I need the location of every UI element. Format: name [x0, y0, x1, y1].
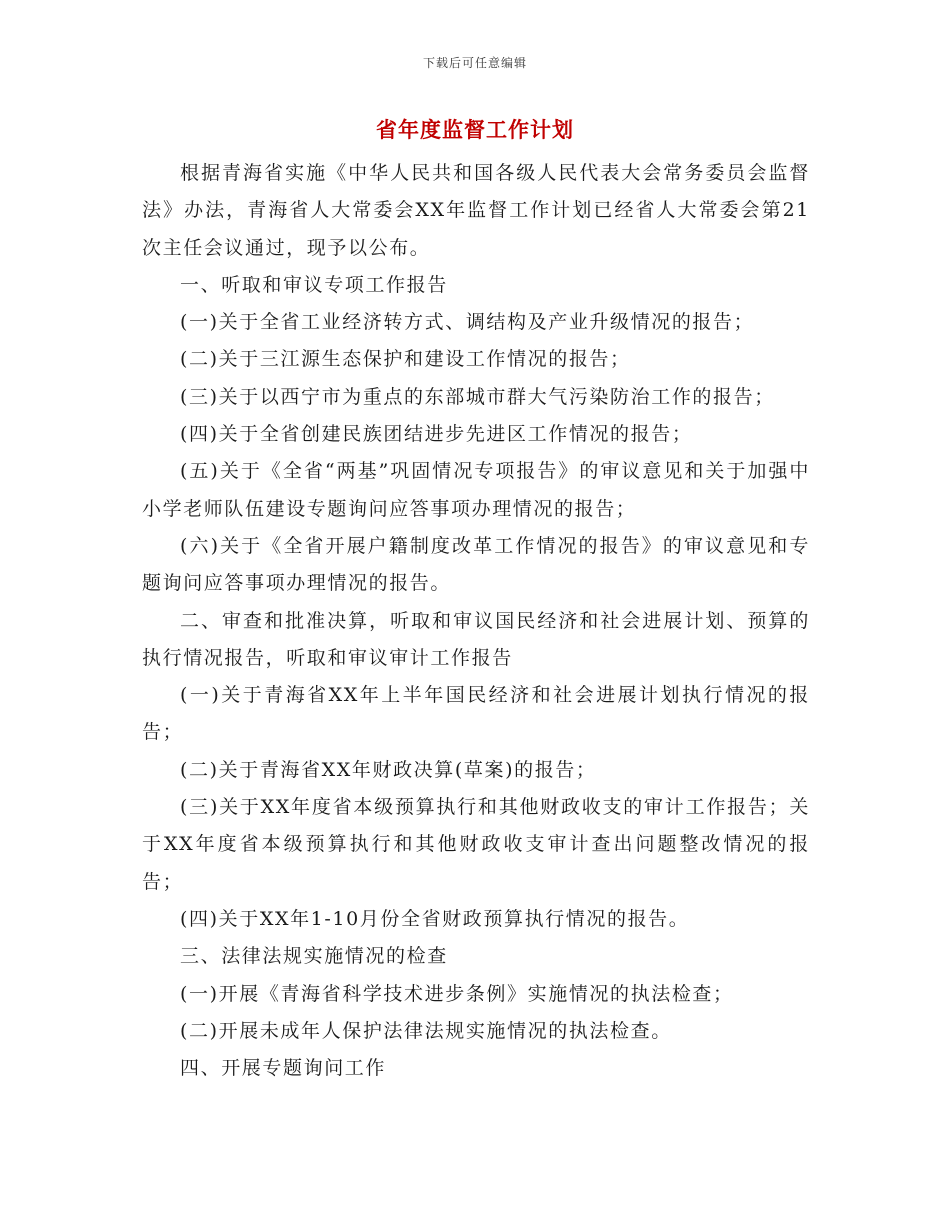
list-item: (三)关于以西宁市为重点的东部城市群大气污染防治工作的报告；: [180, 385, 775, 408]
list-item: (二)关于青海省XX年财政决算(草案)的报告；: [180, 758, 597, 781]
list-item: (二)关于三江源生态保护和建设工作情况的报告；: [180, 348, 631, 371]
document-title: 省年度监督工作计划: [376, 117, 574, 142]
section-heading-4: 四、开展专题询问工作: [180, 1057, 387, 1080]
list-item: (五)关于《全省“两基”巩固情况专项报告》的审议意见和关于加强中小学老师队伍建设专题询问应答事项办理情况的报告；: [142, 460, 810, 520]
list-item: (四)关于全省创建民族团结进步先进区工作情况的报告；: [180, 423, 693, 446]
page-header-note: 下载后可任意编辑: [422, 56, 527, 70]
list-item: (二)开展未成年人保护法律法规实施情况的执法检查。: [180, 1019, 672, 1042]
list-item: (四)关于XX年1-10月份全省财政预算执行情况的报告。: [180, 907, 690, 930]
paragraph-intro: 根据青海省实施《中华人民共和国各级人民代表大会常务委员会监督法》办法，青海省人大常委会XX年监督工作计划已经省人大常委会第21次主任会议通过，现予以公布。: [142, 162, 810, 259]
list-item: (一)开展《青海省科学技术进步条例》实施情况的执法检查；: [180, 982, 734, 1005]
section-heading-2: 二、审查和批准决算，听取和审议国民经济和社会进展计划、预算的执行情况报告，听取和审议审计工作报告: [142, 609, 810, 669]
list-item: (六)关于《全省开展户籍制度改革工作情况的报告》的审议意见和专题询问应答事项办理情况的报告。: [142, 534, 810, 595]
section-heading-3: 三、法律法规实施情况的检查: [180, 945, 448, 968]
list-item: (三)关于XX年度省本级预算执行和其他财政收支的审计工作报告；关于XX年度省本级预算执行和其他财政收支审计查出问题整改情况的报告；: [142, 796, 810, 893]
section-heading-1: 一、听取和审议专项工作报告: [180, 273, 448, 296]
list-item: (一)关于全省工业经济转方式、调结构及产业升级情况的报告；: [180, 311, 755, 334]
document-body: [142, 155, 810, 1087]
list-item: (一)关于青海省XX年上半年国民经济和社会进展计划执行情况的报告；: [142, 684, 810, 744]
